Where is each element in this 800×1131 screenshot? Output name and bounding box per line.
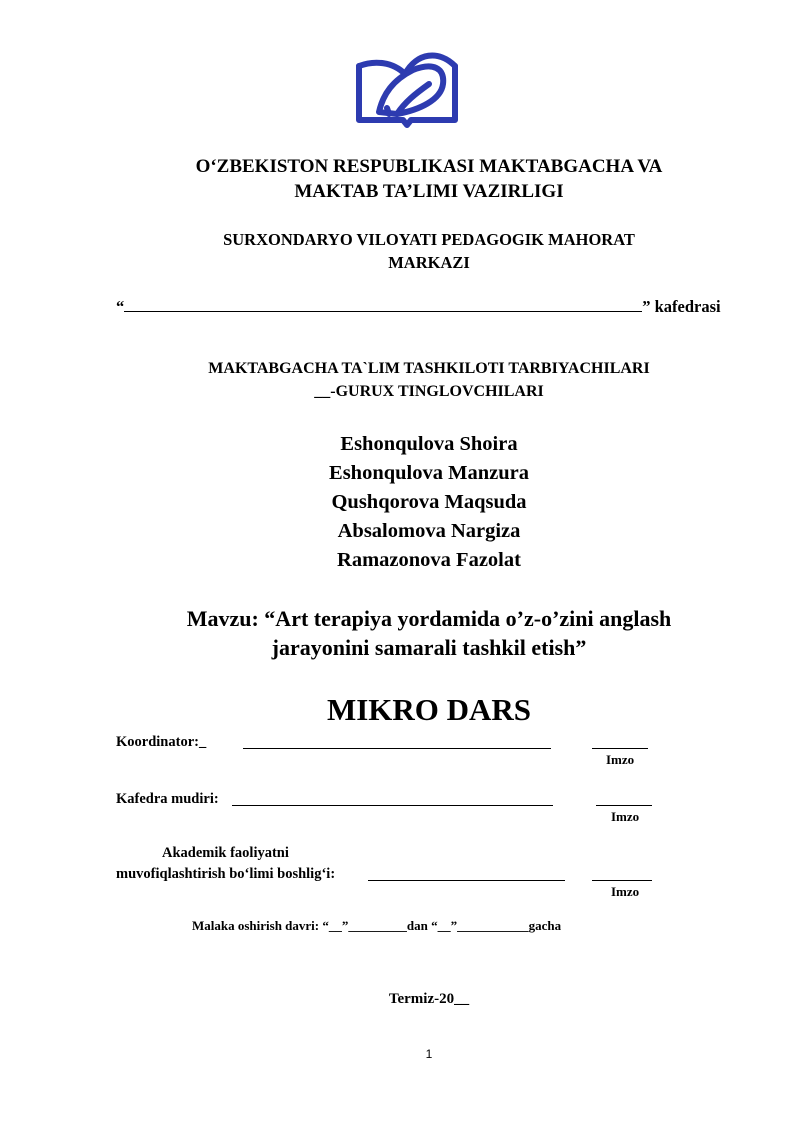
author-name: Eshonqulova Shoira	[340, 433, 518, 455]
coordinator-signature-line	[592, 748, 648, 749]
ministry-line-1: O‘ZBEKISTON RESPUBLIKASI MAKTABGACHA VA	[195, 156, 663, 177]
author-list	[0, 430, 800, 575]
document-title: MIKRO DARS	[326, 692, 532, 727]
topic-line-2: jarayonini samarali tashkil etish”	[271, 635, 587, 660]
department-open-quote: “	[116, 297, 125, 316]
author-name: Qushqorova Maqsuda	[331, 491, 527, 513]
academic-imzo-label: Imzo	[611, 884, 640, 899]
training-period: Malaka oshirish davri: “__”_________dan “__”___________gacha	[192, 918, 562, 933]
ministry-heading	[0, 154, 800, 204]
place-year: Termiz-20__	[388, 991, 470, 1007]
topic-line-1: Mavzu: “Art terapiya yordamida o’z-o’zini anglash	[186, 606, 672, 631]
head-label: Kafedra mudiri:	[116, 791, 219, 807]
group-line-2: __-GURUX TINGLOVCHILARI	[314, 383, 544, 400]
coordinator-name-line	[243, 748, 551, 749]
coordinator-imzo-label: Imzo	[606, 752, 635, 767]
academic-label-line-2: muvofiqlashtirish bo‘limi boshlig‘i:	[116, 866, 336, 882]
group-heading	[0, 357, 800, 403]
department-label: ” kafedrasi	[642, 297, 721, 316]
academic-name-line	[368, 880, 565, 881]
coordinator-label: Koordinator:_	[116, 734, 207, 750]
head-signature-line	[596, 805, 652, 806]
academic-signature-line	[592, 880, 652, 881]
center-line-1: SURXONDARYO VILOYATI PEDAGOGIK MAHORAT	[223, 230, 635, 249]
department-blank	[124, 295, 642, 312]
author-name: Absalomova Nargiza	[337, 520, 521, 542]
head-name-line	[232, 805, 553, 806]
center-line-2: MARKAZI	[388, 253, 470, 272]
page-number: 1	[425, 1047, 433, 1061]
head-imzo-label: Imzo	[611, 809, 640, 824]
book-leaf-logo-icon	[353, 44, 461, 130]
topic-heading	[0, 604, 800, 662]
author-name: Ramazonova Fazolat	[337, 549, 521, 571]
group-line-1: MAKTABGACHA TA`LIM TASHKILOTI TARBIYACHILARI	[208, 360, 650, 377]
center-heading	[0, 228, 800, 274]
ministry-line-2: MAKTAB TA’LIMI VAZIRLIGI	[294, 181, 564, 202]
author-name: Eshonqulova Manzura	[329, 462, 529, 484]
academic-label-line-1: Akademik faoliyatni	[162, 845, 289, 861]
department-line	[116, 295, 736, 317]
